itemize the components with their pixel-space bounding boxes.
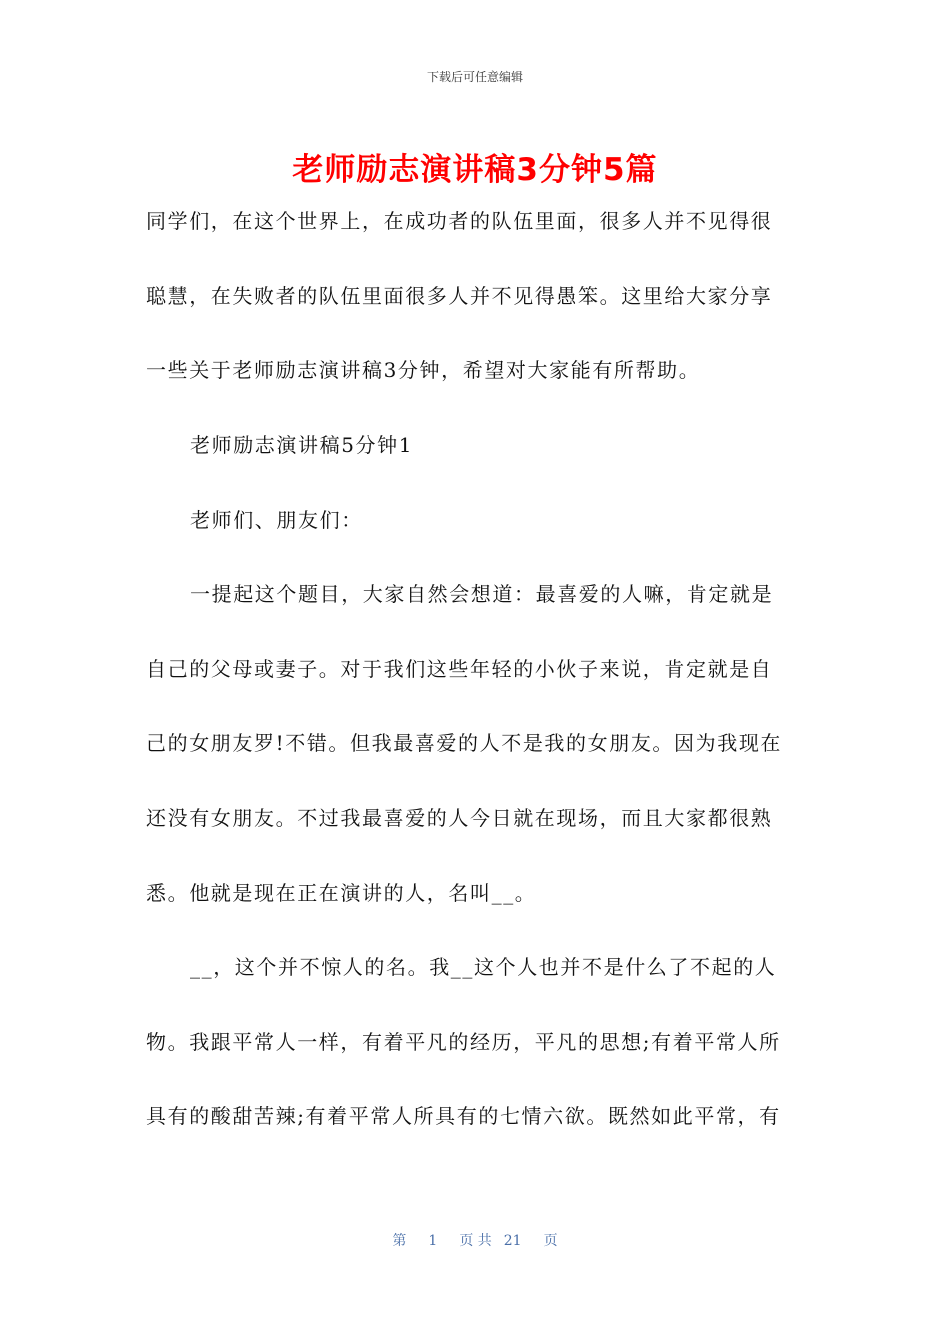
body-line: 自己的父母或妻子。对于我们这些年轻的小伙子来说，肯定就是自 xyxy=(146,657,773,681)
footer-middle: 页 共 xyxy=(459,1233,492,1249)
body-line: __，这个并不惊人的名。我__这个人也并不是什么了不起的人 xyxy=(190,955,777,979)
header-note: 下载后可任意编辑 xyxy=(426,70,523,84)
body-line: 悉。他就是现在正在演讲的人，名叫__。 xyxy=(146,881,537,905)
total-pages-number: 21 xyxy=(503,1233,522,1249)
footer-prefix: 第 xyxy=(392,1233,407,1249)
body-line: 己的女朋友罗!不错。但我最喜爱的人不是我的女朋友。因为我现在 xyxy=(146,731,783,755)
body-line: 聪慧，在失败者的队伍里面很多人并不见得愚笨。这里给大家分享 xyxy=(146,284,773,308)
salutation: 老师们、朋友们： xyxy=(190,508,363,532)
current-page-number: 1 xyxy=(428,1233,438,1249)
section-heading: 老师励志演讲稿5分钟1 xyxy=(190,433,414,457)
document-title: 老师励志演讲稿3分钟5篇 xyxy=(292,152,658,188)
body-line: 一提起这个题目，大家自然会想道：最喜爱的人嘛，肯定就是 xyxy=(190,582,774,606)
body-line: 一些关于老师励志演讲稿3分钟，希望对大家能有所帮助。 xyxy=(146,358,701,382)
body-line: 同学们，在这个世界上，在成功者的队伍里面，很多人并不见得很 xyxy=(146,209,773,233)
footer-suffix: 页 xyxy=(543,1233,558,1249)
body-line: 物。我跟平常人一样，有着平凡的经历，平凡的思想;有着平常人所 xyxy=(146,1030,781,1054)
page-footer xyxy=(0,1230,950,1250)
body-line: 还没有女朋友。不过我最喜爱的人今日就在现场，而且大家都很熟 xyxy=(146,806,773,830)
body-line: 具有的酸甜苦辣;有着平常人所具有的七情六欲。既然如此平常，有 xyxy=(146,1104,781,1128)
